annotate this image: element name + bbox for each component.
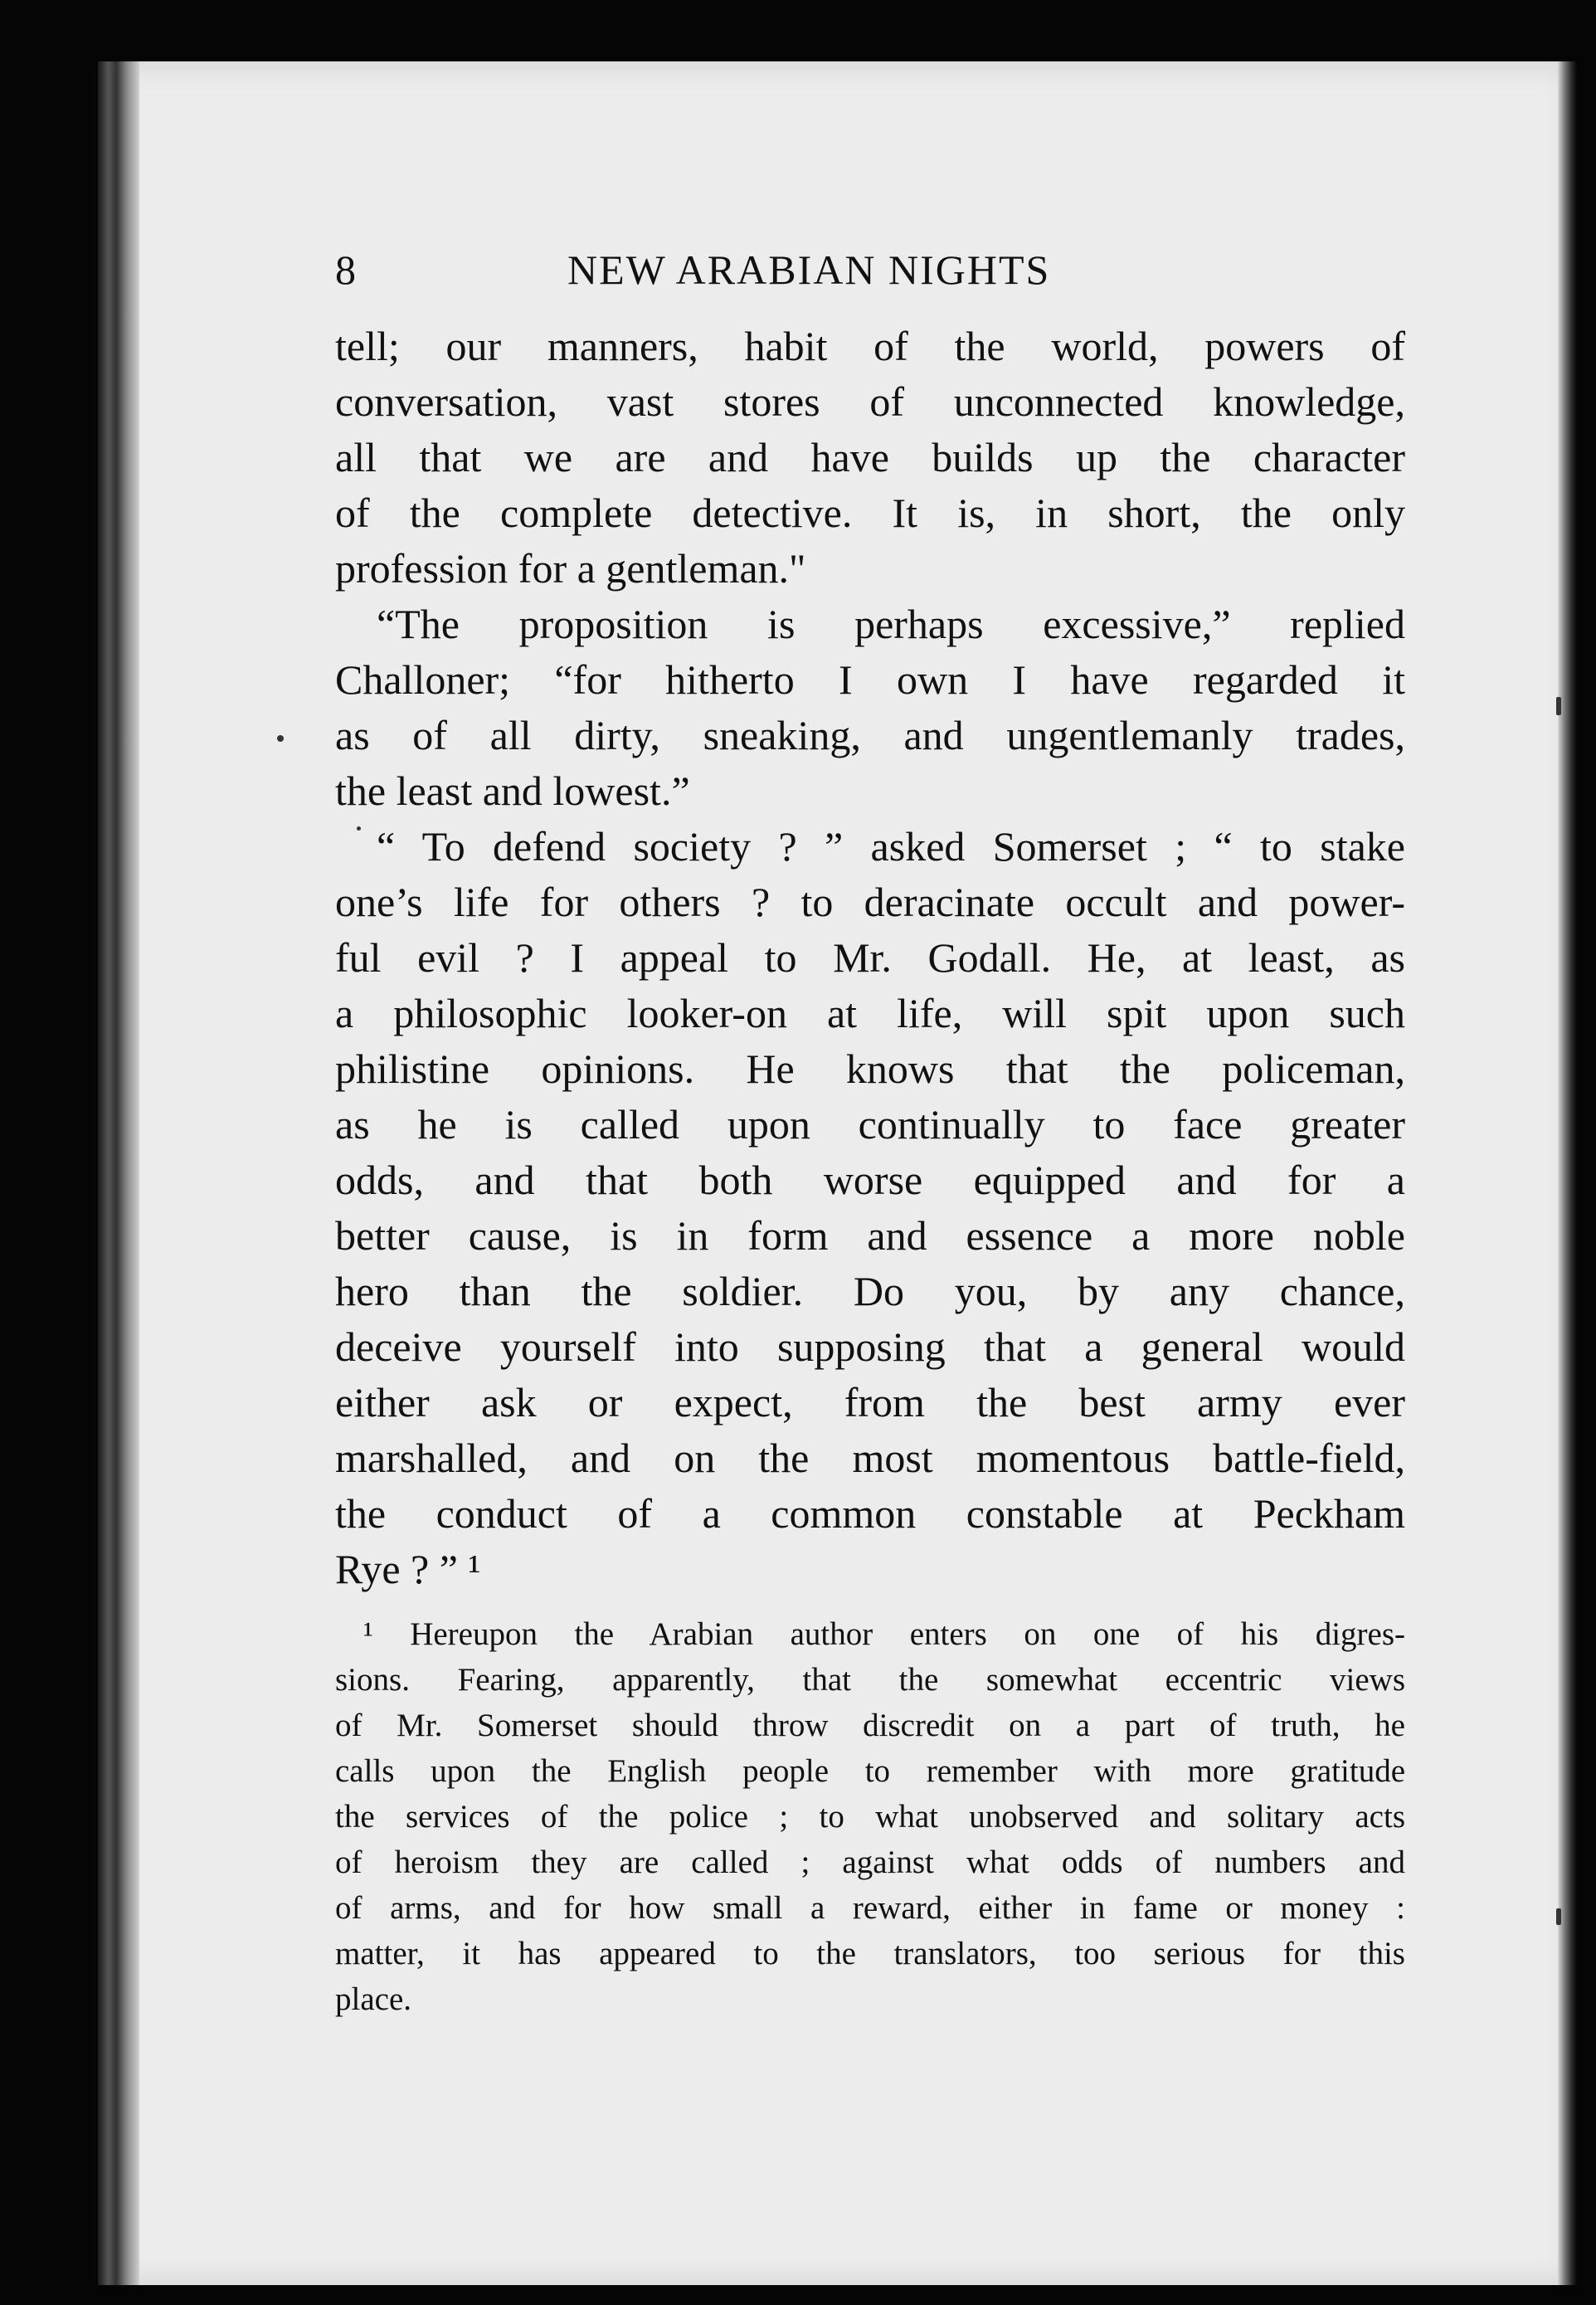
scan-speck — [1556, 1908, 1561, 1925]
text-line: better cause, is in form and essence a more noble — [335, 1212, 1405, 1259]
footnote-line: place. — [335, 1981, 412, 2017]
text-line: ful evil ? I appeal to Mr. Godall. He, at least, as — [335, 934, 1405, 981]
page-right-edge — [1558, 61, 1578, 2285]
text-line: profession for a gentleman." — [335, 545, 806, 592]
text-line: “ To defend society ? ” asked Somerset ; “ to stake — [377, 823, 1405, 870]
footnote-line: of Mr. Somerset should throw discredit on a part of truth, he — [335, 1708, 1405, 1743]
text-line: hero than the soldier. Do you, by any chance, — [335, 1268, 1405, 1314]
text-line: the conduct of a common constable at Peckham — [335, 1490, 1405, 1537]
text-line: either ask or expect, from the best army ever — [335, 1379, 1405, 1425]
scan-speck — [1556, 697, 1561, 715]
text-line: Challoner; “for hitherto I own I have regarded it — [335, 656, 1405, 703]
running-head: NEW ARABIAN NIGHTS — [567, 246, 1051, 293]
body-text — [335, 319, 1405, 1597]
text-line: tell; our manners, habit of the world, powers of — [335, 323, 1405, 369]
text-line: one’s life for others ? to deracinate occult and power- — [335, 879, 1405, 925]
text-line: marshalled, and on the most momentous battle-field, — [335, 1435, 1405, 1481]
text-line: as of all dirty, sneaking, and ungentlemanly trades, — [335, 712, 1405, 758]
text-line: a philosophic looker-on at life, will spit upon such — [335, 990, 1405, 1036]
text-line: “The proposition is perhaps excessive,” replied — [377, 601, 1405, 647]
text-line: Rye ? ” ¹ — [335, 1546, 481, 1592]
footnote-line: ¹ Hereupon the Arabian author enters on one of his digres- — [363, 1616, 1405, 1652]
footnote — [335, 1611, 1405, 2022]
scan-speck — [357, 826, 361, 831]
text-line: deceive yourself into supposing that a general would — [335, 1323, 1405, 1370]
footnote-line: calls upon the English people to remember with more gratitude — [335, 1753, 1405, 1789]
text-line: all that we are and have builds up the character — [335, 434, 1405, 480]
footnote-line: matter, it has appeared to the translators, too serious for this — [335, 1936, 1405, 1971]
footnote-line: of arms, and for how small a reward, either in fame or money : — [335, 1890, 1405, 1926]
footnote-line: the services of the police ; to what unobserved and solitary acts — [335, 1799, 1405, 1835]
scan-speck — [277, 735, 284, 742]
book-binding-edge — [98, 61, 139, 2285]
footnote-line: sions. Fearing, apparently, that the somewhat eccentric views — [335, 1662, 1405, 1698]
text-line: the least and lowest.” — [335, 768, 690, 814]
text-line: as he is called upon continually to face greater — [335, 1101, 1405, 1148]
text-line: of the complete detective. It is, in short, the only — [335, 490, 1405, 536]
text-line: conversation, vast stores of unconnected knowledge, — [335, 378, 1405, 425]
text-line: philistine opinions. He knows that the policeman, — [335, 1045, 1405, 1092]
footnote-line: of heroism they are called ; against what odds of numbers and — [335, 1844, 1405, 1880]
page-number: 8 — [335, 246, 356, 293]
page-header — [335, 246, 1181, 304]
text-line: odds, and that both worse equipped and for a — [335, 1157, 1405, 1203]
